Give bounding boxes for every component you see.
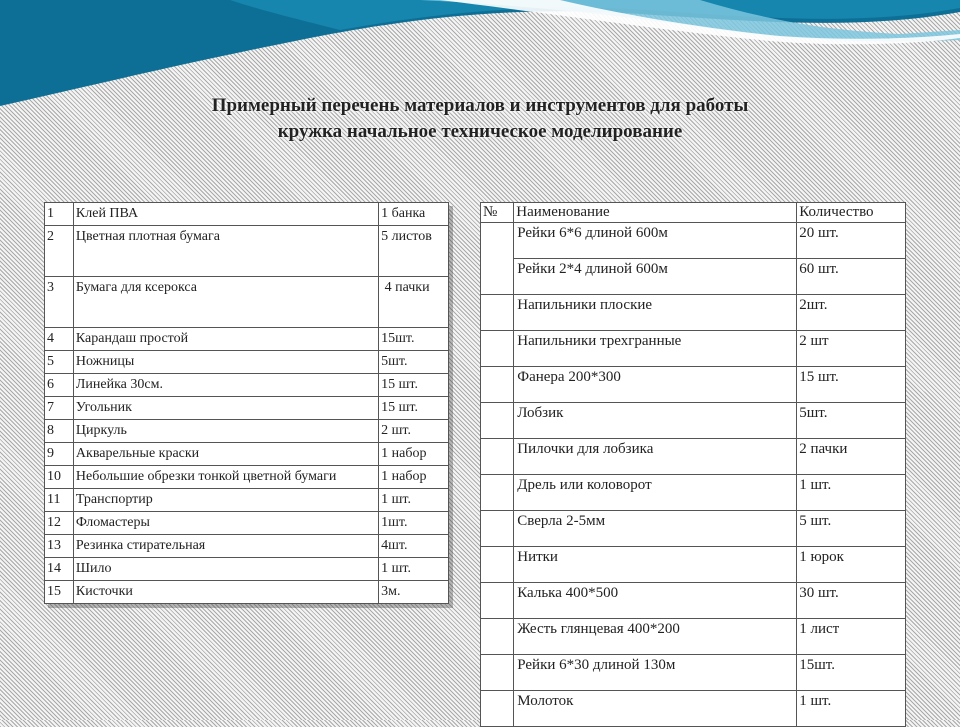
row-number: 4 <box>45 328 74 351</box>
table-row <box>45 489 449 512</box>
row-number: 5 <box>45 351 74 374</box>
item-quantity: 1 шт. <box>379 489 449 512</box>
item-name: Кисточки <box>73 581 378 604</box>
item-quantity: 1 юрок <box>797 547 906 583</box>
row-number: 9 <box>45 443 74 466</box>
item-name: Резинка стирательная <box>73 535 378 558</box>
table-row <box>45 277 449 328</box>
row-number <box>481 331 514 367</box>
header-number: № <box>481 203 514 223</box>
item-name: Нитки <box>514 547 797 583</box>
item-name: Рейки 6*6 длиной 600м <box>514 223 797 259</box>
item-quantity: 2 шт. <box>379 420 449 443</box>
item-quantity: 60 шт. <box>797 259 906 295</box>
table-row <box>481 583 906 619</box>
item-quantity: 15 шт. <box>797 367 906 403</box>
item-name: Фанера 200*300 <box>514 367 797 403</box>
row-number: 8 <box>45 420 74 443</box>
row-number <box>481 439 514 475</box>
table-row <box>45 397 449 420</box>
table-row <box>481 331 906 367</box>
title-line-2: кружка начальное техническое моделирование <box>277 121 683 142</box>
item-quantity: 1 лист <box>797 619 906 655</box>
item-quantity: 1 набор <box>379 466 449 489</box>
item-name: Сверла 2-5мм <box>514 511 797 547</box>
row-number: 6 <box>45 374 74 397</box>
row-number <box>481 511 514 547</box>
item-quantity: 30 шт. <box>797 583 906 619</box>
row-number: 7 <box>45 397 74 420</box>
table-row <box>45 443 449 466</box>
row-number <box>481 547 514 583</box>
item-quantity: 1шт. <box>379 512 449 535</box>
item-quantity: 3м. <box>379 581 449 604</box>
table-row <box>481 655 906 691</box>
table-row <box>45 558 449 581</box>
table-row <box>481 691 906 727</box>
item-quantity: 15шт. <box>379 328 449 351</box>
item-quantity: 15шт. <box>797 655 906 691</box>
item-name: Рейки 6*30 длиной 130м <box>514 655 797 691</box>
item-name: Дрель или коловорот <box>514 475 797 511</box>
row-number <box>481 367 514 403</box>
table-header-row <box>481 203 906 223</box>
item-name: Напильники плоские <box>514 295 797 331</box>
row-number <box>481 223 514 259</box>
row-number: 11 <box>45 489 74 512</box>
row-number <box>481 295 514 331</box>
table-row <box>45 535 449 558</box>
table-row <box>481 295 906 331</box>
item-name: Калька 400*500 <box>514 583 797 619</box>
item-name: Фломастеры <box>73 512 378 535</box>
table-row <box>481 367 906 403</box>
row-number: 14 <box>45 558 74 581</box>
row-number: 2 <box>45 226 74 277</box>
item-quantity: 1 набор <box>379 443 449 466</box>
item-name: Ножницы <box>73 351 378 374</box>
item-quantity: 15 шт. <box>379 397 449 420</box>
table-row <box>45 512 449 535</box>
item-name: Небольшие обрезки тонкой цветной бумаги <box>73 466 378 489</box>
item-name: Угольник <box>73 397 378 420</box>
row-number <box>481 403 514 439</box>
title-line-1: Примерный перечень материалов и инструментов для работы <box>211 95 749 116</box>
item-quantity: 5 листов <box>379 226 449 277</box>
item-quantity: 1 банка <box>379 203 449 226</box>
item-name: Карандаш простой <box>73 328 378 351</box>
page-title <box>90 93 870 145</box>
table-row <box>481 619 906 655</box>
table-row <box>45 420 449 443</box>
item-name: Молоток <box>514 691 797 727</box>
item-quantity: 2 пачки <box>797 439 906 475</box>
item-name: Циркуль <box>73 420 378 443</box>
table-row <box>45 581 449 604</box>
item-name: Пилочки для лобзика <box>514 439 797 475</box>
item-name: Транспортир <box>73 489 378 512</box>
item-quantity: 1 шт. <box>797 691 906 727</box>
item-name: Клей ПВА <box>73 203 378 226</box>
item-quantity: 5шт. <box>379 351 449 374</box>
table-row <box>45 374 449 397</box>
row-number <box>481 475 514 511</box>
row-number: 12 <box>45 512 74 535</box>
row-number: 13 <box>45 535 74 558</box>
row-number <box>481 619 514 655</box>
materials-table <box>44 202 449 604</box>
header-quantity: Количество <box>797 203 906 223</box>
table-row <box>45 328 449 351</box>
table-row <box>45 226 449 277</box>
item-quantity: 4шт. <box>379 535 449 558</box>
table-row <box>45 351 449 374</box>
row-number: 10 <box>45 466 74 489</box>
table-row <box>481 511 906 547</box>
row-number: 3 <box>45 277 74 328</box>
row-number <box>481 259 514 295</box>
item-quantity: 2шт. <box>797 295 906 331</box>
item-quantity: 5шт. <box>797 403 906 439</box>
item-quantity: 20 шт. <box>797 223 906 259</box>
item-name: Жесть глянцевая 400*200 <box>514 619 797 655</box>
table-row <box>481 223 906 259</box>
item-quantity: 2 шт <box>797 331 906 367</box>
item-quantity: 4 пачки <box>379 277 449 328</box>
row-number: 1 <box>45 203 74 226</box>
table-row <box>481 547 906 583</box>
table-row <box>45 466 449 489</box>
item-name: Напильники трехгранные <box>514 331 797 367</box>
table-row <box>481 439 906 475</box>
row-number <box>481 583 514 619</box>
item-quantity: 5 шт. <box>797 511 906 547</box>
row-number <box>481 655 514 691</box>
row-number: 15 <box>45 581 74 604</box>
table-row <box>481 259 906 295</box>
header-name: Наименование <box>514 203 797 223</box>
table-row <box>481 475 906 511</box>
item-name: Акварельные краски <box>73 443 378 466</box>
item-name: Рейки 2*4 длиной 600м <box>514 259 797 295</box>
item-quantity: 1 шт. <box>797 475 906 511</box>
item-name: Линейка 30см. <box>73 374 378 397</box>
table-row <box>45 203 449 226</box>
tools-table <box>480 202 906 727</box>
item-quantity: 1 шт. <box>379 558 449 581</box>
item-name: Шило <box>73 558 378 581</box>
table-row <box>481 403 906 439</box>
item-name: Бумага для ксерокса <box>73 277 378 328</box>
item-quantity: 15 шт. <box>379 374 449 397</box>
row-number <box>481 691 514 727</box>
item-name: Лобзик <box>514 403 797 439</box>
item-name: Цветная плотная бумага <box>73 226 378 277</box>
